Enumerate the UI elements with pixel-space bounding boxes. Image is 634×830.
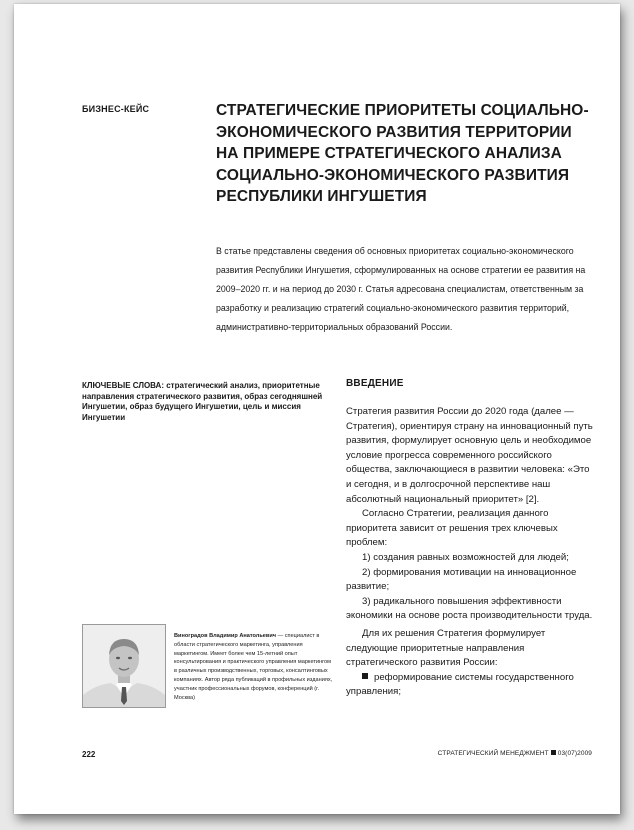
list-item: 1) создания равных возможностей для людей; xyxy=(362,551,569,563)
page-number: 222 xyxy=(82,750,96,759)
bullet-item xyxy=(346,671,596,700)
author-portrait-icon xyxy=(83,625,165,707)
square-bullet-icon xyxy=(362,673,368,679)
list-item: 3) радикального повышения эффективности экономики на основе роста производительности труда. xyxy=(346,595,593,622)
paragraph: Стратегия развития России до 2020 года (далее — Стратегия), ориентируя страну на инновационный путь развития, формулирует основную цель и необходимое условие прогресса современного российского общества, заключающиеся в развитии человека: «Это и сегодня, и в долгосрочной перспективе наш абсолютный национальный приоритет» [2]. xyxy=(346,406,593,505)
author-bio xyxy=(174,632,334,702)
article-abstract: В статье представлены сведения об основных приоритетах социально-экономического развития Республики Ингушетия, сформулированных на основе стратегии ее развития на 2009–2020 гг. и на период до 2030 г. Статья адресована специалистам, ответственным за разработку и реализацию стратегий социально-экономического развития территорий, административно-территориальных образований России. xyxy=(216,246,586,332)
list-item: 2) формирования мотивации на инновационное развитие; xyxy=(346,566,577,593)
section-heading: ВВЕДЕНИЕ xyxy=(346,378,404,389)
author-name: Виноградов Владимир Анатольевич xyxy=(174,633,277,639)
paragraph: Для их решения Стратегия формулирует следующие приоритетные направления стратегического развития России: xyxy=(346,627,546,669)
square-separator-icon xyxy=(551,750,556,755)
paragraph: Согласно Стратегии, реализация данного приоритета зависит от решения трех ключевых проблем: xyxy=(346,508,558,549)
keywords: КЛЮЧЕВЫЕ СЛОВА: стратегический анализ, приоритетные направления стратегического развития, образ сегодняшней Ингушетии, образ будущего Ингушетии, цель и миссия Ингушетии xyxy=(82,381,323,422)
rubric-label: БИЗНЕС-КЕЙС xyxy=(82,104,150,114)
issue-number: 03(07)2009 xyxy=(557,750,592,757)
body-text xyxy=(346,405,596,700)
author-photo xyxy=(82,624,166,708)
journal-name: СТРАТЕГИЧЕСКИЙ МЕНЕДЖМЕНТ xyxy=(437,750,549,757)
bullet-text: реформирование системы государственного управления; xyxy=(346,671,574,698)
running-footer xyxy=(438,750,592,757)
article-title: СТРАТЕГИЧЕСКИЕ ПРИОРИТЕТЫ СОЦИАЛЬНО-ЭКОНОМИЧЕСКОГО РАЗВИТИЯ ТЕРРИТОРИИ НА ПРИМЕРЕ СТРАТЕГИЧЕСКОГО АНАЛИЗА СОЦИАЛЬНО-ЭКОНОМИЧЕСКОГО РАЗВИТИЯ РЕСПУБЛИКИ ИНГУШЕТИЯ xyxy=(216,102,589,205)
author-description: — специалист в области стратегического маркетинга, управления маркетингом. Имеет более чем 15-летний опыт консультирования и практического управления маркетингом в различных производственных, торговых, консалтинговых компаниях. Автор ряда публикаций в профильных изданиях, участник профессиональных форумов, конференций (г. Москва) xyxy=(174,633,333,701)
journal-page xyxy=(14,4,620,814)
